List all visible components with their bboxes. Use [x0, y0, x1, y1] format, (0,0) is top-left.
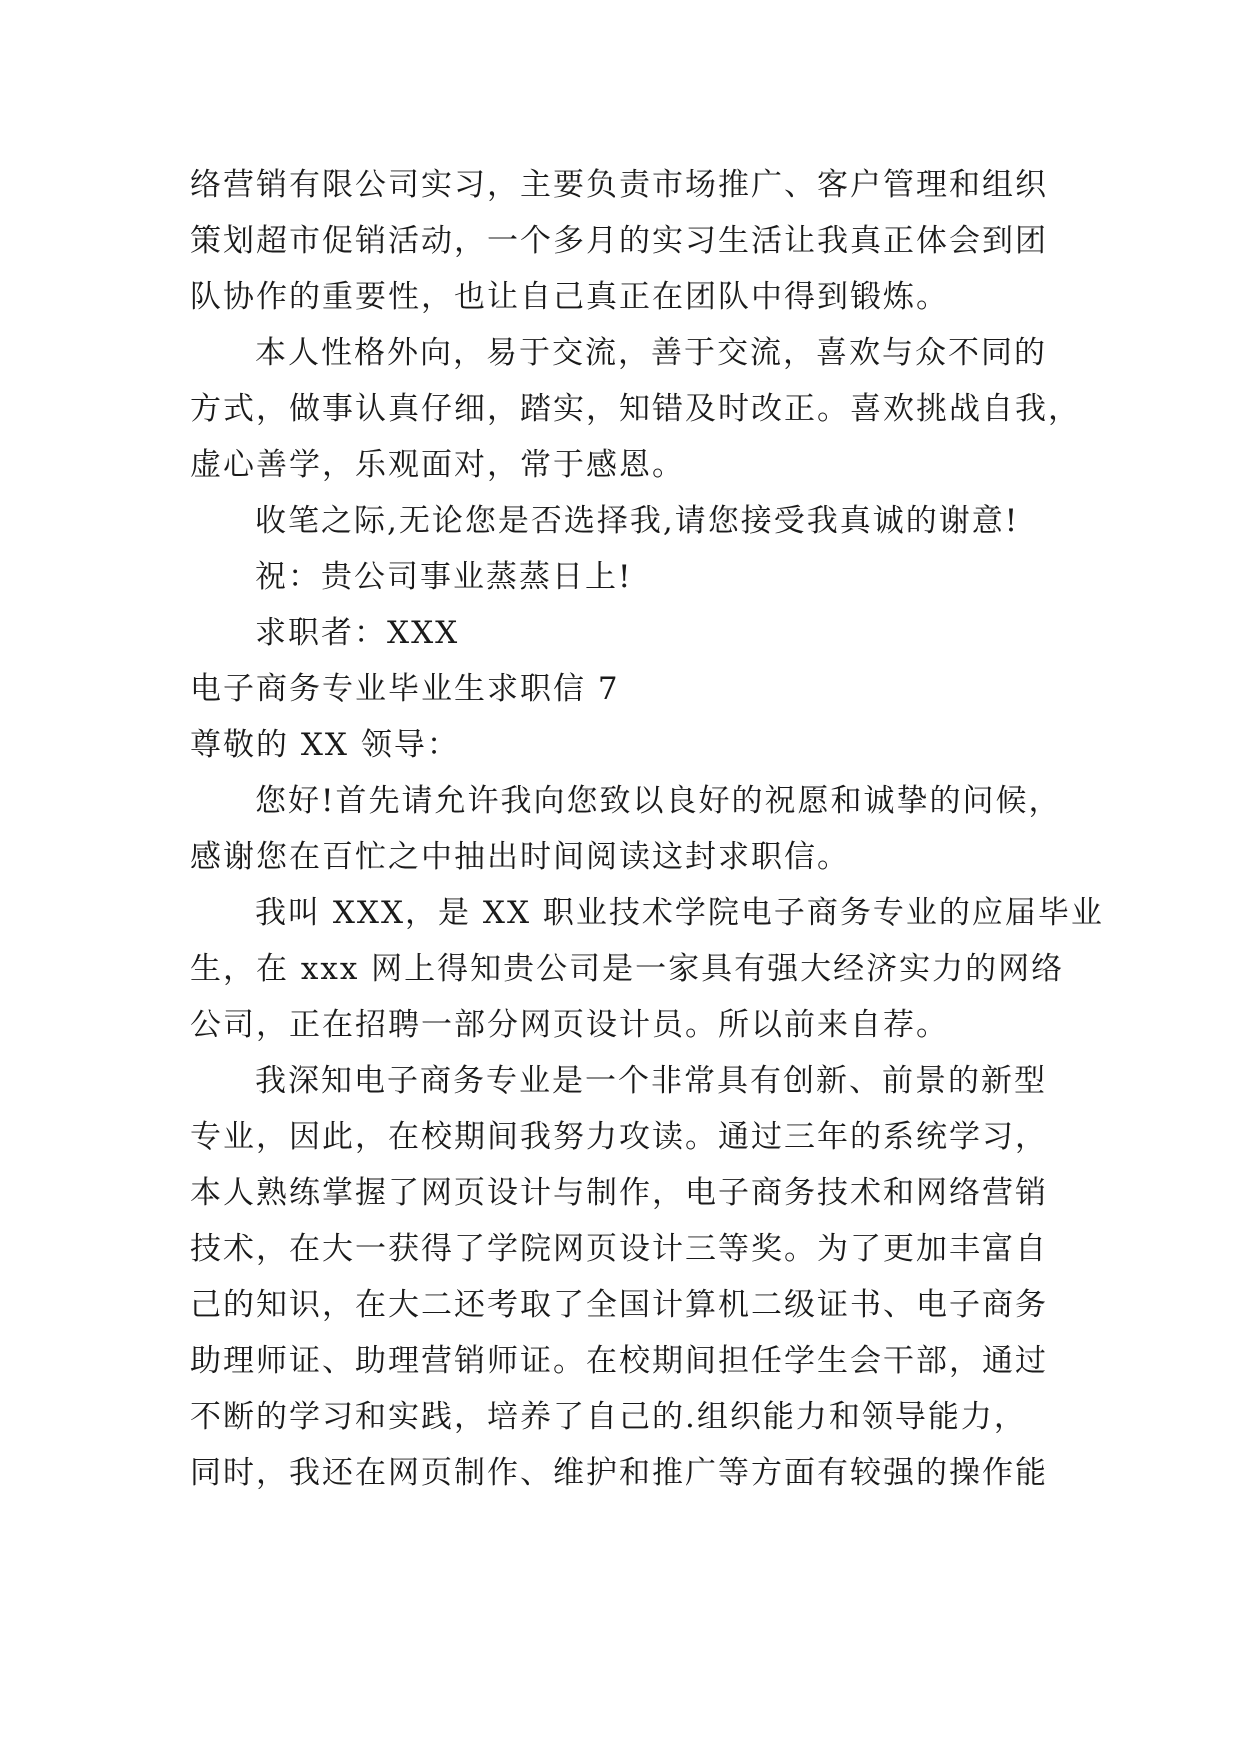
- body-text-line: 虚心善学，乐观面对，常于感恩。: [190, 447, 685, 483]
- body-text-line: 队协作的重要性，也让自己真正在团队中得到锻炼。: [190, 279, 949, 315]
- body-text-line: 我叫 XXX，是 XX 职业技术学院电子商务专业的应届毕业: [255, 895, 1104, 931]
- body-text-line: 感谢您在百忙之中抽出时间阅读这封求职信。: [190, 839, 850, 875]
- body-text-line: 本人熟练掌握了网页设计与制作，电子商务技术和网络营销: [190, 1175, 1048, 1211]
- body-text-line: 络营销有限公司实习，主要负责市场推广、客户管理和组织: [190, 167, 1048, 203]
- body-text-line: 本人性格外向，易于交流，善于交流，喜欢与众不同的: [255, 335, 1047, 371]
- body-text-line: 您好!首先请允许我向您致以良好的祝愿和诚挚的问候，: [255, 783, 1062, 819]
- body-text-line: 公司，正在招聘一部分网页设计员。所以前来自荐。: [190, 1007, 949, 1043]
- body-text-line: 同时，我还在网页制作、维护和推广等方面有较强的操作能: [190, 1455, 1048, 1491]
- body-text-line: 技术，在大一获得了学院网页设计三等奖。为了更加丰富自: [190, 1231, 1048, 1267]
- salutation-wish-line: 祝：贵公司事业蒸蒸日上!: [255, 559, 633, 595]
- body-text-line: 助理师证、助理营销师证。在校期间担任学生会干部，通过: [190, 1343, 1048, 1379]
- signature-line: 求职者：XXX: [255, 615, 460, 651]
- body-text-line: 专业，因此，在校期间我努力攻读。通过三年的系统学习，: [190, 1119, 1048, 1155]
- greeting-line: 尊敬的 XX 领导：: [190, 727, 460, 763]
- closing-remark-line: 收笔之际,无论您是否选择我,请您接受我真诚的谢意!: [255, 503, 1020, 539]
- section-title: 电子商务专业毕业生求职信 7: [190, 671, 620, 707]
- body-text-line: 不断的学习和实践，培养了自己的.组织能力和领导能力，: [190, 1399, 1027, 1435]
- body-text-line: 生，在 xxx 网上得知贵公司是一家具有强大经济实力的网络: [190, 951, 1065, 987]
- body-text-line: 我深知电子商务专业是一个非常具有创新、前景的新型: [255, 1063, 1047, 1099]
- body-text-line: 策划超市促销活动，一个多月的实习生活让我真正体会到团: [190, 223, 1048, 259]
- body-text-line: 方式，做事认真仔细，踏实，知错及时改正。喜欢挑战自我，: [190, 391, 1081, 427]
- body-text-line: 己的知识，在大二还考取了全国计算机二级证书、电子商务: [190, 1287, 1048, 1323]
